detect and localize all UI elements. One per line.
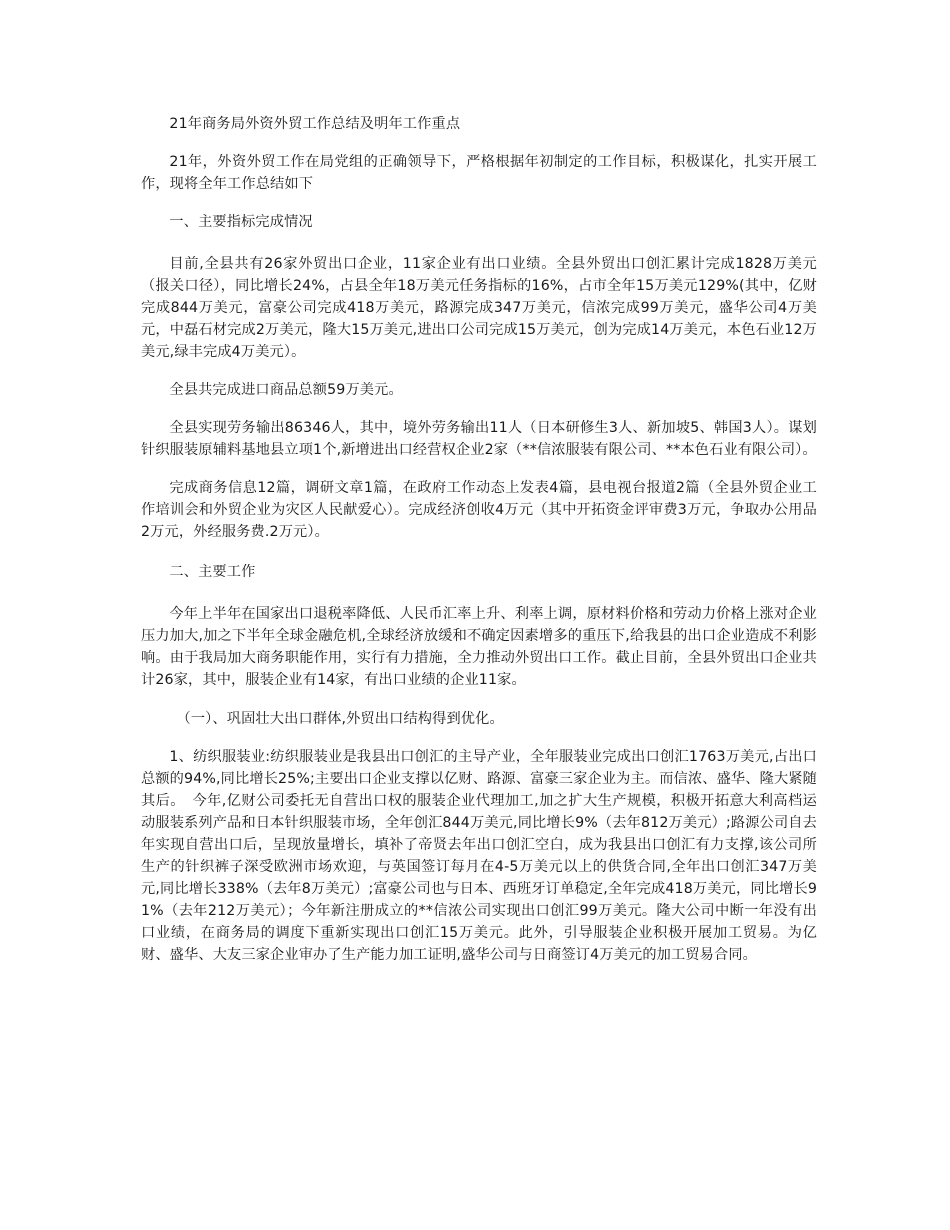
intro-paragraph: 21年，外资外贸工作在局党组的正确领导下，严格根据年初制定的工作目标，积极谋化，扎实开展工作，现将全年工作总结如下 bbox=[141, 154, 817, 192]
paragraph-textile-industry: 1、纺织服装业:纺织服装业是我县出口创汇的主导产业，全年服装业完成出口创汇1763万美元,占出口总额的94%,同比增长25%;主要出口企业支撑以亿财、路源、富豪三家企业为主。而信浓、盛华、隆大紧随其后。 今年,亿财公司委托无自营出口权的服装企业代理加工,加之扩大生产规模，积极开拓意大利高档运动服装系列产品和日本针织服装市场，全年创汇844万美元,同比增长9%（去年812万美元）;路源公司自去年实现自营出口后，呈现放量增长，填补了帝贤去年出口创汇空白，成为我县出口创汇有力支撑,该公司所生产的针织裤子深受欧洲市场欢迎，与英国签订每月在4-5万美元以上的供货合同,全年出口创汇347万美元,同比增长338%（去年8万美元）;富豪公司也与日本、西班牙订单稳定,全年完成418万美元，同比增长91%（去年212万美元）；今年新注册成立的**信浓公司实现出口创汇99万美元。隆大公司中断一年没有出口业绩，在商务局的调度下重新实现出口创汇15万美元。此外，引导服装企业积极开展加工贸易。为亿财、盛华、大友三家企业审办了生产能力加工证明,盛华公司与日商签订4万美元的加工贸易合同。 bbox=[141, 749, 817, 963]
paragraph-main-work: 今年上半年在国家出口退税率降低、人民币汇率上升、利率上调，原材料价格和劳动力价格上涨对企业压力加大,加之下半年全球金融危机,全球经济放缓和不确定因素增多的重压下,给我县的出口企业造成不利影响。由于我局加大商务职能作用，实行有力措施，全力推动外贸出口工作。截止目前，全县外贸出口企业共计26家，其中，服装企业有14家，有出口业绩的企业11家。 bbox=[141, 606, 817, 688]
paragraph-export-figures: 目前,全县共有26家外贸出口企业，11家企业有出口业绩。全县外贸出口创汇累计完成1828万美元（报关口径），同比增长24%，占县全年18万美元任务指标的16%，占市全年15万美元129%(其中，亿财完成844万美元，富豪公司完成418万美元，路源完成347万美元，信浓完成99万美元，盛华公司4万美元，中磊石材完成2万美元，隆大15万美元,进出口公司完成15万美元，创为完成14万美元，本色石业12万美元,绿丰完成4万美元）。 bbox=[141, 256, 817, 360]
subsection-heading-export-group: （一）、巩固壮大出口群体,外贸出口结构得到优化。 bbox=[176, 711, 504, 727]
document-body bbox=[141, 113, 817, 966]
paragraph-import-total: 全县共完成进口商品总额59万美元。 bbox=[169, 382, 403, 398]
paragraph-business-info: 完成商务信息12篇，调研文章1篇，在政府工作动态上发表4篇，县电视台报道2篇（全县外贸企业工作培训会和外贸企业为灾区人民献爱心）。完成经济创收4万元（其中开拓资金评审费3万元，争取办公用品2万元，外经服务费.2万元）。 bbox=[141, 480, 817, 540]
section-heading-main-work: 二、主要工作 bbox=[169, 564, 256, 580]
paragraph-labor-export: 全县实现劳务输出86346人，其中，境外劳务输出11人（日本研修生3人、新加坡5、韩国3人）。谋划针织服装原辅料基地县立项1个,新增进出口经营权企业2家（**信浓服装有限公司、**本色石业有限公司）。 bbox=[141, 420, 817, 458]
section-heading-indicators: 一、主要指标完成情况 bbox=[169, 214, 313, 230]
document-title: 21年商务局外资外贸工作总结及明年工作重点 bbox=[169, 116, 461, 132]
